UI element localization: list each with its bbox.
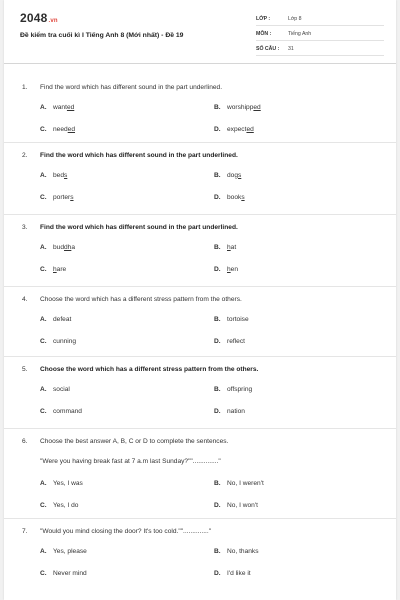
question-divider — [4, 214, 396, 215]
logo-text: 2048 — [20, 11, 48, 25]
answer-option[interactable] — [40, 502, 78, 509]
option-text: want — [53, 104, 67, 111]
question-text: Find the word which has different sound in the part underlined. — [40, 152, 238, 159]
meta-value: Tiếng Anh — [288, 31, 312, 37]
answer-option[interactable] — [214, 386, 252, 393]
option-text: tortoise — [227, 316, 249, 323]
option-underlined-part: ed — [253, 104, 261, 111]
meta-value: Lớp 8 — [288, 16, 302, 22]
option-underlined-part: ed — [66, 104, 75, 111]
option-text: No, I weren't — [227, 480, 264, 487]
option-text: need — [53, 126, 68, 133]
option-underlined-part: s — [70, 194, 74, 201]
meta-label: SỐ CÂU : — [256, 46, 280, 52]
question-divider — [4, 356, 396, 357]
option-text: book — [227, 194, 242, 201]
option-underlined-part: s — [64, 172, 68, 179]
question-text: Find the word which has different sound in the part underlined. — [40, 224, 238, 231]
option-letter: B. — [214, 104, 221, 111]
answer-option[interactable] — [214, 266, 238, 273]
option-text-rest: are — [56, 266, 67, 273]
question-divider — [4, 518, 396, 519]
option-letter: D. — [214, 502, 221, 509]
question-text: Choose the best answer A, B, C or D to complete the sentences. — [40, 438, 229, 445]
option-letter: C. — [40, 194, 47, 201]
option-letter: C. — [40, 502, 47, 509]
option-text: I'd like it — [227, 570, 251, 577]
meta-label: MÔN : — [256, 31, 272, 37]
option-underlined-part: s — [241, 194, 245, 201]
option-text-rest: at — [230, 244, 237, 251]
answer-option[interactable] — [214, 244, 236, 251]
option-text: nation — [227, 408, 245, 415]
question-prompt: "Were you having break fast at 7 a.m last Sunday?"".............." — [40, 458, 221, 465]
option-letter: A. — [40, 548, 47, 555]
exam-title: Đề kiểm tra cuối kì I Tiếng Anh 8 (Mới nhất) - Đề 19 — [20, 32, 184, 39]
question-number: 3. — [22, 224, 28, 231]
question-number: 4. — [22, 296, 28, 303]
option-letter: C. — [40, 338, 47, 345]
meta-question-count — [256, 44, 384, 56]
option-letter: C. — [40, 126, 47, 133]
answer-option[interactable] — [40, 172, 67, 179]
option-underlined-part: h — [227, 244, 231, 251]
option-letter: C. — [40, 408, 47, 415]
answer-option[interactable] — [40, 104, 74, 111]
option-text: reflect — [227, 338, 245, 345]
option-underlined-part: h — [227, 266, 231, 273]
answer-option[interactable] — [40, 480, 83, 487]
answer-option[interactable] — [214, 548, 259, 555]
answer-option[interactable] — [214, 316, 249, 323]
option-text: expect — [227, 126, 247, 133]
question-number: 5. — [22, 366, 28, 373]
answer-option[interactable] — [214, 570, 251, 577]
question-text: Choose the word which has a different stress pattern from the others. — [40, 296, 242, 303]
answer-option[interactable] — [40, 316, 71, 323]
option-text: dog — [227, 172, 239, 179]
option-letter: D. — [214, 194, 221, 201]
option-text: command — [53, 408, 82, 415]
question-number: 1. — [22, 84, 28, 91]
answer-option[interactable] — [214, 194, 245, 201]
answer-option[interactable] — [214, 126, 254, 133]
answer-option[interactable] — [214, 172, 241, 179]
option-letter: B. — [214, 548, 221, 555]
option-text: Yes, please — [53, 548, 87, 555]
question-number: 2. — [22, 152, 28, 159]
option-letter: D. — [214, 570, 221, 577]
answer-option[interactable] — [40, 266, 66, 273]
option-text: bed — [53, 172, 65, 179]
option-text: Yes, I do — [53, 502, 79, 509]
option-letter: B. — [214, 172, 221, 179]
option-letter: A. — [40, 244, 47, 251]
meta-subject — [256, 29, 384, 41]
answer-option[interactable] — [40, 408, 82, 415]
answer-option[interactable] — [40, 126, 75, 133]
document-header — [4, 0, 396, 64]
option-underlined-part: ed — [67, 126, 76, 133]
answer-option[interactable] — [40, 194, 74, 201]
meta-value: 31 — [288, 46, 294, 52]
answer-option[interactable] — [40, 244, 75, 251]
question-divider — [4, 428, 396, 429]
answer-option[interactable] — [214, 338, 245, 345]
option-text: worshipp — [227, 104, 254, 111]
question-number: 6. — [22, 438, 28, 445]
option-text: No, thanks — [227, 548, 259, 555]
option-underlined-part: h — [53, 266, 57, 273]
question-divider — [4, 286, 396, 287]
answer-option[interactable] — [214, 408, 245, 415]
answer-option[interactable] — [40, 570, 87, 577]
option-text: Never mind — [53, 570, 87, 577]
option-letter: A. — [40, 480, 47, 487]
option-letter: D. — [214, 266, 221, 273]
option-underlined-part: ed — [246, 126, 254, 133]
option-text-rest: en — [230, 266, 239, 273]
option-letter: B. — [214, 386, 221, 393]
option-letter: D. — [214, 408, 221, 415]
option-text: cunning — [53, 338, 77, 345]
option-text: offspring — [227, 386, 253, 393]
option-letter: A. — [40, 386, 47, 393]
question-text: Find the word which has different sound in the part underlined. — [40, 84, 223, 91]
option-text: bud — [53, 244, 65, 251]
option-text: Yes, I was — [53, 480, 83, 487]
option-letter: D. — [214, 338, 221, 345]
answer-option[interactable] — [214, 480, 264, 487]
option-letter: A. — [40, 316, 47, 323]
option-letter: A. — [40, 104, 47, 111]
option-underlined-part: s — [238, 172, 242, 179]
answer-option[interactable] — [214, 104, 261, 111]
answer-option[interactable] — [40, 386, 70, 393]
answer-option[interactable] — [40, 338, 76, 345]
option-letter: B. — [214, 316, 221, 323]
option-text: defeat — [53, 316, 72, 323]
question-number: 7. — [22, 528, 28, 535]
option-letter: B. — [214, 480, 221, 487]
site-logo[interactable] — [20, 11, 58, 25]
meta-label: LỚP : — [256, 16, 271, 22]
answer-option[interactable] — [40, 548, 87, 555]
option-text: porter — [53, 194, 71, 201]
option-letter: B. — [214, 244, 221, 251]
question-text: Choose the word which has a different stress pattern from the others. — [40, 366, 259, 373]
question-divider — [4, 142, 396, 143]
option-text-rest: a — [71, 244, 76, 251]
option-text: No, I won't — [227, 502, 258, 509]
option-text: social — [53, 386, 70, 393]
answer-option[interactable] — [214, 502, 258, 509]
meta-class — [256, 14, 384, 26]
logo-suffix: .vn — [48, 18, 58, 24]
exam-sheet — [4, 0, 396, 600]
option-underlined-part: dh — [64, 244, 72, 251]
option-letter: A. — [40, 172, 47, 179]
option-letter: D. — [214, 126, 221, 133]
option-letter: C. — [40, 266, 47, 273]
option-letter: C. — [40, 570, 47, 577]
question-text: "Would you mind closing the door? It's too cold."".............." — [40, 528, 212, 535]
